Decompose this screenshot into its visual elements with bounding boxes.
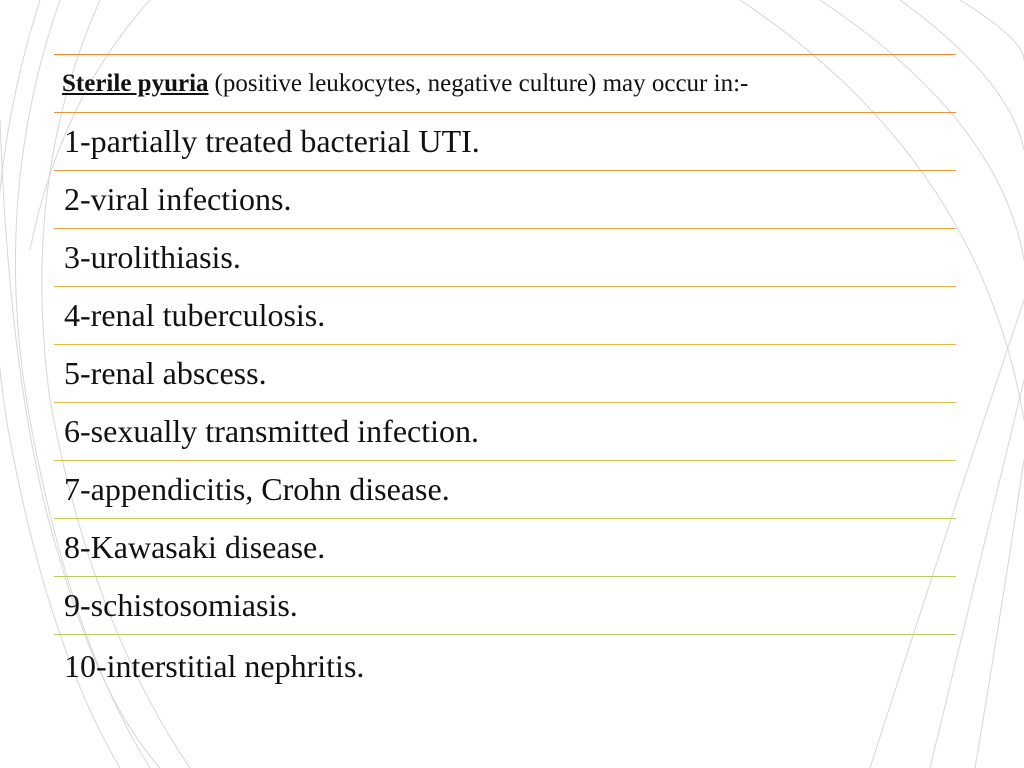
list-item: 2-viral infections. bbox=[54, 170, 956, 228]
slide-content bbox=[54, 54, 956, 698]
list-item: 9-schistosomiasis. bbox=[54, 576, 956, 634]
title-rest: (positive leukocytes, negative culture) may occur in:- bbox=[214, 69, 749, 97]
list-item: 8-Kawasaki disease. bbox=[54, 518, 956, 576]
list-item: 6-sexually transmitted infection. bbox=[54, 402, 956, 460]
list-item: 3-urolithiasis. bbox=[54, 228, 956, 286]
list-item: 1-partially treated bacterial UTI. bbox=[54, 112, 956, 170]
list-item: 10-interstitial nephritis. bbox=[54, 634, 956, 698]
list-item: 4-renal tuberculosis. bbox=[54, 286, 956, 344]
list-item: 5-renal abscess. bbox=[54, 344, 956, 402]
list-item: 7-appendicitis, Crohn disease. bbox=[54, 460, 956, 518]
title-bold: Sterile pyuria bbox=[62, 69, 209, 97]
slide-header bbox=[54, 54, 956, 112]
